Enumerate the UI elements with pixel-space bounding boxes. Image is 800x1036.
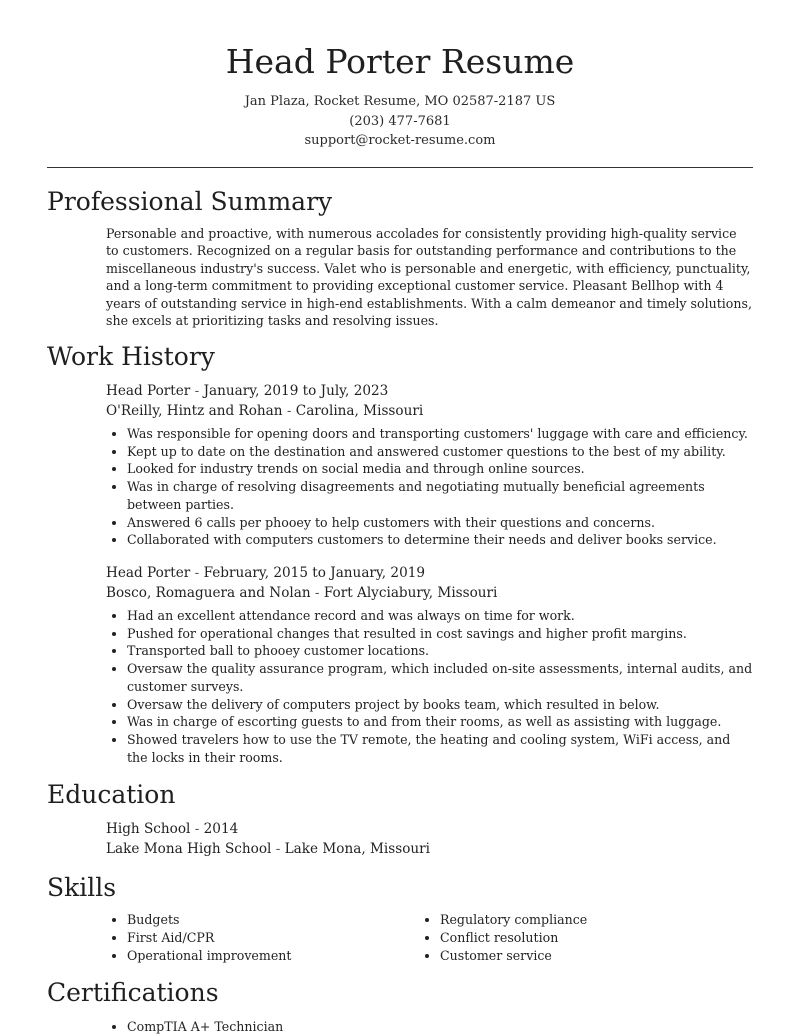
resume-header bbox=[0, 0, 800, 151]
work-history-section bbox=[0, 340, 800, 766]
job-bullets bbox=[0, 425, 800, 549]
separator: - bbox=[190, 383, 204, 400]
email: support@rocket-resume.com bbox=[304, 133, 496, 148]
section-title-education: Education bbox=[47, 780, 176, 810]
list-item: • Answered 6 calls per phooey to help customers with their questions and concerns. bbox=[127, 514, 753, 532]
list-item: • Kept up to date on the destination and answered customer questions to the best of my ability. bbox=[127, 443, 753, 461]
school-line bbox=[0, 839, 800, 859]
separator: - bbox=[190, 821, 204, 838]
section-title-summary: Professional Summary bbox=[47, 186, 333, 216]
skill-item: • Operational improvement bbox=[127, 947, 440, 965]
degree-line bbox=[0, 819, 800, 839]
summary-section bbox=[0, 185, 800, 331]
certifications-list bbox=[0, 1018, 800, 1036]
list-item: • Had an excellent attendance record and was always on time for work. bbox=[127, 607, 753, 625]
job-company: Bosco, Romaguera and Nolan bbox=[106, 584, 311, 601]
list-item: • Oversaw the quality assurance program, which included on-site assessments, internal audits, and customer surveys. bbox=[127, 660, 753, 695]
list-item: • Pushed for operational changes that resulted in cost savings and higher profit margins. bbox=[127, 625, 753, 643]
job-entry bbox=[0, 381, 800, 549]
skills-column-left bbox=[127, 911, 440, 964]
section-title-certifications: Certifications bbox=[47, 978, 219, 1008]
skill-item: • Regulatory compliance bbox=[440, 911, 753, 929]
header-divider bbox=[47, 167, 753, 168]
page-title: Head Porter Resume bbox=[225, 42, 575, 81]
job-title-line bbox=[0, 563, 800, 583]
certifications-section bbox=[0, 976, 800, 1036]
job-location: Fort Alyciabury, Missouri bbox=[323, 584, 498, 601]
phone: (203) 477-7681 bbox=[349, 113, 451, 129]
job-location: Carolina, Missouri bbox=[295, 403, 424, 420]
school-location: Lake Mona, Missouri bbox=[284, 841, 430, 858]
list-item: • Oversaw the delivery of computers project by books team, which resulted in below. bbox=[127, 696, 753, 714]
list-item: • Was in charge of resolving disagreements and negotiating mutually beneficial agreements between parties. bbox=[127, 478, 753, 513]
skills-columns bbox=[0, 911, 800, 964]
skills-section bbox=[0, 871, 800, 964]
job-company: O'Reilly, Hintz and Rohan bbox=[106, 403, 283, 420]
separator: - bbox=[310, 584, 324, 601]
list-item: • Showed travelers how to use the TV remote, the heating and cooling system, WiFi access, and the locks in their rooms. bbox=[127, 731, 753, 766]
job-title: Head Porter bbox=[106, 383, 191, 400]
education-entry bbox=[0, 819, 800, 859]
school-name: Lake Mona High School bbox=[106, 841, 272, 858]
list-item: • Was responsible for opening doors and transporting customers' luggage with care and efficiency. bbox=[127, 425, 753, 443]
list-item: • Looked for industry trends on social media and through online sources. bbox=[127, 460, 753, 478]
job-company-line bbox=[0, 583, 800, 603]
job-dates: January, 2019 to July, 2023 bbox=[203, 383, 389, 400]
job-company-line bbox=[0, 401, 800, 421]
separator: - bbox=[282, 403, 296, 420]
skill-item: • Customer service bbox=[440, 947, 753, 965]
list-item: • Was in charge of escorting guests to and from their rooms, as well as assisting with luggage. bbox=[127, 713, 753, 731]
list-item: • Collaborated with computers customers to determine their needs and deliver books service. bbox=[127, 531, 753, 549]
skill-item: • Budgets bbox=[127, 911, 440, 929]
contact-info bbox=[0, 92, 800, 151]
section-title-work-history: Work History bbox=[47, 342, 215, 372]
education-section bbox=[0, 778, 800, 859]
skills-column-right bbox=[440, 911, 753, 964]
degree: High School bbox=[106, 821, 191, 838]
certification-item: • CompTIA A+ Technician bbox=[127, 1018, 753, 1036]
job-dates: February, 2015 to January, 2019 bbox=[203, 564, 426, 581]
job-title-line bbox=[0, 381, 800, 401]
graduation-year: 2014 bbox=[203, 821, 239, 838]
summary-text: Personable and proactive, with numerous accolades for consistently providing high-quality service to customers. Recognized on a regular basis for outstanding performance and contributions to the miscellaneous industry's success. Valet who is personable and energetic, with efficiency, punctuality, and a long-term commitment to providing exceptional customer service. Pleasant Bellhop with 4 years of outstanding service in high-end establishments. With a calm demeanor and timely solutions, she excels at prioritizing tasks and resolving issues. bbox=[106, 225, 752, 329]
job-entry bbox=[0, 563, 800, 766]
address: Jan Plaza, Rocket Resume, MO 02587-2187 US bbox=[244, 94, 556, 109]
job-bullets bbox=[0, 607, 800, 766]
skill-item: • First Aid/CPR bbox=[127, 929, 440, 947]
separator: - bbox=[271, 841, 285, 858]
list-item: • Transported ball to phooey customer locations. bbox=[127, 642, 753, 660]
skill-item: • Conflict resolution bbox=[440, 929, 753, 947]
section-title-skills: Skills bbox=[47, 873, 117, 903]
job-title: Head Porter bbox=[106, 564, 191, 581]
separator: - bbox=[190, 564, 204, 581]
